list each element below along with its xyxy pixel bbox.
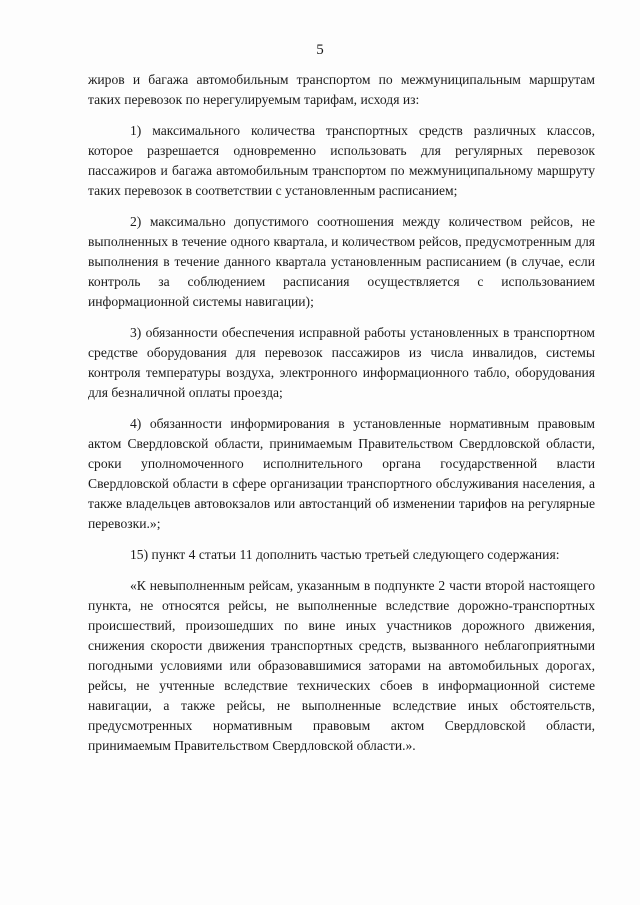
document-body — [88, 70, 595, 767]
paragraph-intro-continuation: жиров и багажа автомобильным транспортом по межмуниципальным маршрутам таких перевозок по нерегулируемым тарифам, исходя из: — [88, 72, 595, 107]
paragraph-item-15: 15) пункт 4 статьи 11 дополнить частью третьей следующего содержания: — [130, 547, 560, 562]
page-number: 5 — [316, 42, 324, 58]
paragraph-item-3: 3) обязанности обеспечения исправной работы установленных в транспортном средстве оборудования для перевозок пассажиров из числа инвалидов, системы контроля температуры воздуха, электронного информационного табло, оборудования для безналичной оплаты проезда; — [88, 325, 595, 400]
paragraph-item-1: 1) максимального количества транспортных средств различных классов, которое разрешается одновременно использовать для регулярных перевозок пассажиров и багажа автомобильным транспортом по межмуниципальному маршруту таких перевозок в соответствии с установленным расписанием; — [88, 123, 595, 198]
paragraph-item-2: 2) максимально допустимого соотношения между количеством рейсов, не выполненных в течение одного квартала, и количеством рейсов, предусмотренным для выполнения в течение данного квартала установленным расписанием (в случае, если контроль за соблюдением расписания осуществляется с использованием информационной системы навигации); — [88, 214, 595, 309]
paragraph-quote: «К невыполненным рейсам, указанным в подпункте 2 части второй настоящего пункта, не относятся рейсы, не выполненные вследствие дорожно-транспортных происшествий, произошедших по вине иных участников дорожного движения, снижения скорости движения транспортных средств, вызванного неблагоприятными погодными условиями или образовавшимися заторами на автомобильных дорогах, рейсы, не учтенные вследствие технических сбоев в информационной системе навигации, а также рейсы, не выполненные вследствие иных обстоятельств, предусмотренных нормативным правовым актом Свердловской области, принимаемым Правительством Свердловской области.». — [88, 578, 595, 753]
paragraph-item-4: 4) обязанности информирования в установленные нормативным правовым актом Свердловской области, принимаемым Правительством Свердловской области, сроки уполномоченного исполнительного органа государственной власти Свердловской области в сфере организации транспортного обслуживания населения, а также владельцев автовокзалов или автостанций об изменении тарифов на регулярные перевозки.»; — [88, 416, 595, 531]
